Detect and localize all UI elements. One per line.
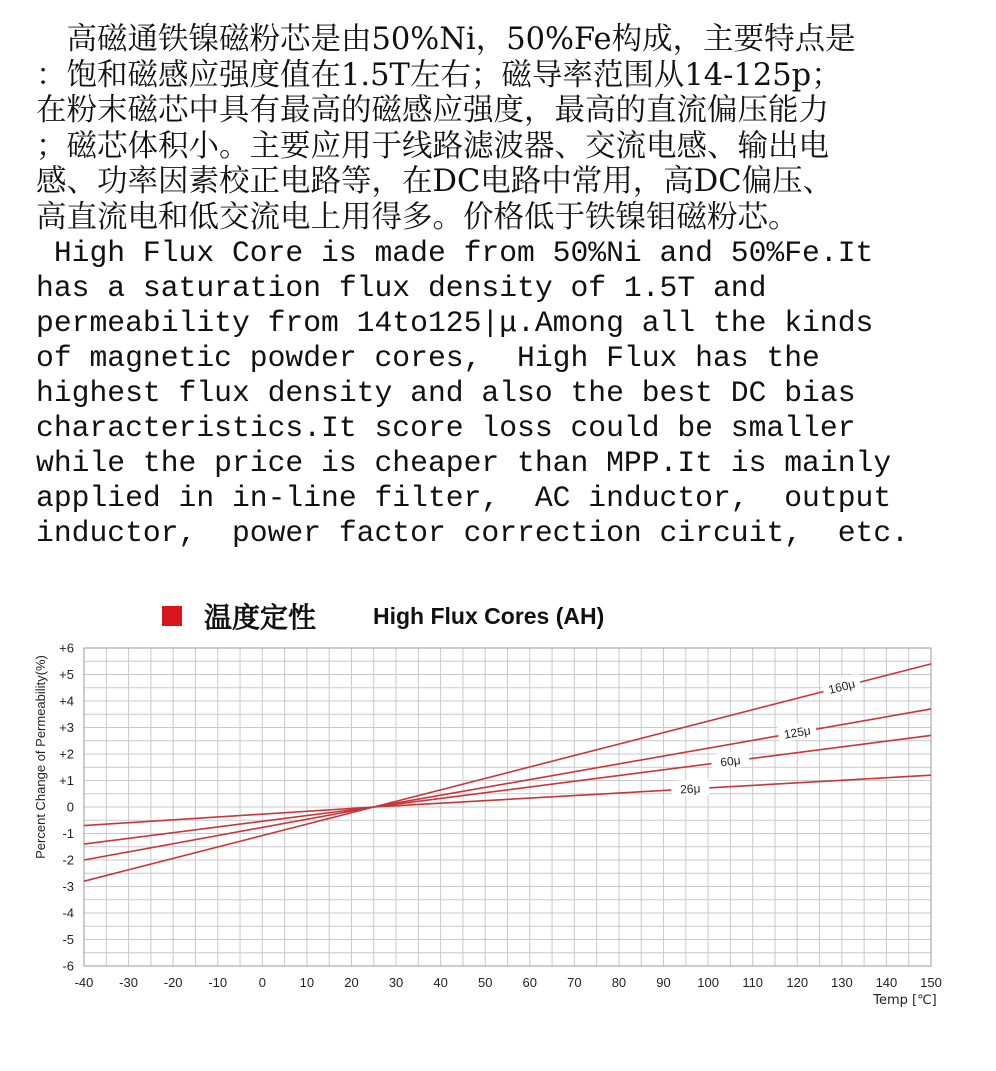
en_lines-line: applied in in-line filter, AC inductor, output — [36, 481, 892, 515]
x-tick-label: 100 — [697, 975, 719, 990]
series-label: 160μ — [827, 676, 857, 697]
series-label: 26μ — [679, 781, 701, 797]
series-label: 125μ — [782, 723, 812, 742]
x-tick-label: 60 — [522, 975, 538, 990]
y-tick-label: -6 — [62, 958, 74, 974]
x-tick-label: 30 — [388, 975, 404, 990]
x-tick-label: 90 — [656, 975, 671, 990]
y-tick-label: +3 — [59, 720, 74, 735]
y-tick-label: +5 — [59, 667, 74, 682]
y-tick-label: -1 — [62, 826, 74, 841]
x-tick-label: -20 — [163, 975, 183, 990]
y-tick-label: -5 — [62, 932, 74, 947]
x-tick-label: 140 — [875, 975, 898, 990]
en_lines-line: inductor, power factor correction circuit, etc. — [36, 516, 909, 550]
x-tick-label: 20 — [344, 975, 359, 990]
chart-subtitle: High Flux Cores (AH) — [373, 603, 605, 629]
en_lines-line: characteristics.It score loss could be smaller — [36, 411, 856, 445]
zh_lines-line: ；磁芯体积小。主要应用于线路滤波器、交流电感、输出电 — [36, 128, 829, 164]
zh_lines-line: 高直流电和低交流电上用得多。价格低于铁镍钼磁粉芯。 — [36, 199, 799, 235]
x-tick-label: 110 — [742, 975, 764, 990]
en_lines-line: of magnetic powder cores, High Flux has the — [36, 341, 820, 375]
chart-grid — [84, 648, 931, 966]
x-tick-label: 0 — [258, 975, 266, 990]
chart-tick-labels — [59, 641, 942, 991]
y-tick-label: +2 — [59, 746, 74, 762]
x-tick-label: -30 — [119, 975, 138, 990]
x-tick-label: 10 — [299, 975, 315, 990]
chart-title: 温度定性 — [204, 601, 317, 634]
y-tick-label: 0 — [66, 799, 74, 815]
y-tick-label: +1 — [59, 773, 74, 788]
series-label: 60μ — [719, 752, 742, 770]
zh_lines-line: 感、功率因素校正电路等，在DC电路中常用，高DC偏压、 — [36, 164, 834, 200]
english-description — [36, 236, 976, 551]
y-tick-label: +6 — [59, 640, 74, 656]
en_lines-line: permeability from 14to125|μ.Among all the kinds — [36, 306, 874, 340]
zh_lines-line: ：饱和磁感应强度值在1.5T左右；磁导率范围从14-125p； — [36, 57, 842, 93]
title-marker — [162, 606, 182, 626]
en_lines-line: has a saturation flux density of 1.5T and — [36, 271, 767, 305]
x-tick-label: 150 — [920, 975, 942, 990]
en_lines-line: while the price is cheaper than MPP.It is mainly — [36, 446, 892, 480]
x-tick-label: 40 — [433, 975, 448, 990]
chart-series-labels — [671, 673, 862, 797]
en_lines-line: highest flux density and also the best DC bias — [36, 376, 856, 410]
y-tick-label: -2 — [62, 852, 74, 868]
temperature-stability-chart — [0, 590, 996, 1070]
y-tick-label: -4 — [62, 905, 74, 921]
x-tick-label: 80 — [611, 975, 627, 990]
x-tick-label: 70 — [567, 975, 582, 990]
y-tick-label: +4 — [59, 693, 74, 709]
x-tick-label: 130 — [830, 975, 853, 990]
x-tick-label: 120 — [786, 975, 809, 990]
x-axis-label: Temp [℃] — [873, 993, 937, 1008]
zh_lines-line: 高磁通铁镍磁粉芯是由50%Ni，50%Fe构成，主要特点是 — [36, 22, 856, 57]
x-tick-label: -40 — [74, 975, 94, 990]
zh_lines-line: 在粉末磁芯中具有最高的磁感应强度，最高的直流偏压能力 — [36, 93, 829, 129]
y-axis-label: Percent Change of Permeability(%) — [33, 655, 48, 859]
chinese-description — [36, 22, 976, 236]
x-tick-label: -10 — [208, 975, 228, 990]
en_lines-line: High Flux Core is made from 50%Ni and 50%Fe.It — [36, 236, 874, 270]
y-tick-label: -3 — [62, 879, 74, 894]
x-tick-label: 50 — [477, 975, 493, 990]
